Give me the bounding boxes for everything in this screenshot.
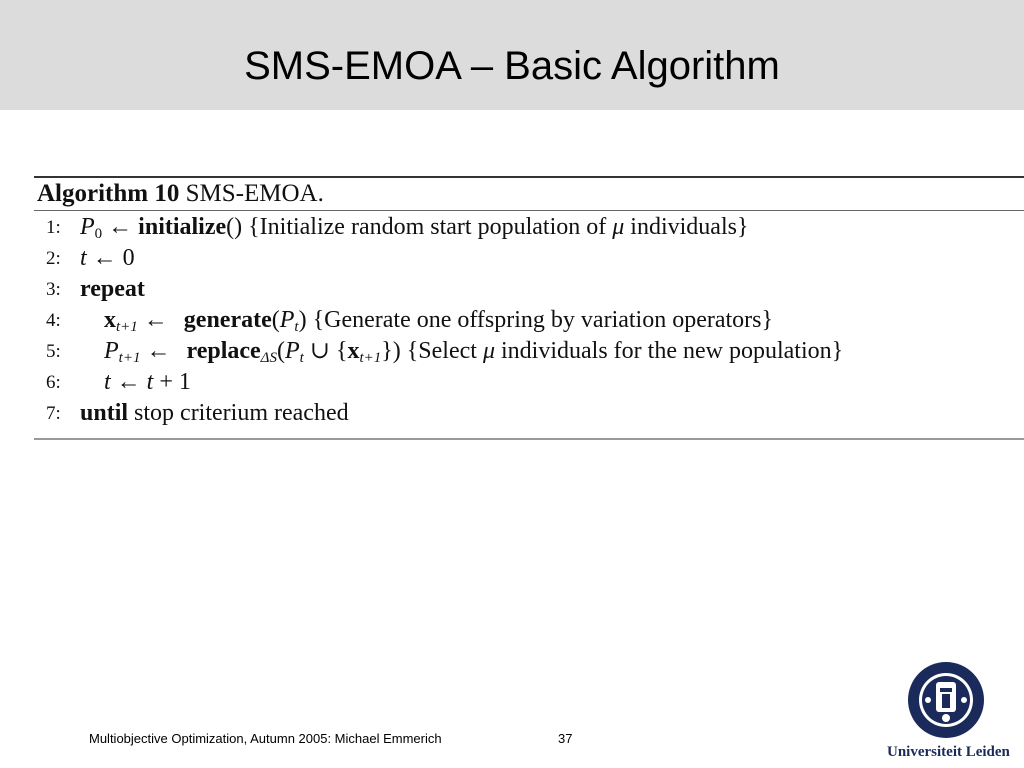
bottom-rule: [34, 438, 1024, 440]
line-code: [104, 305, 773, 336]
line-code: [80, 212, 748, 243]
assign-arrow: ←: [110, 369, 147, 395]
var-p: P: [104, 338, 119, 364]
subscript: t+1: [116, 319, 138, 335]
line-comment: individuals for the new population}: [495, 338, 844, 364]
university-seal-icon: [906, 660, 986, 740]
var-x: x: [104, 307, 116, 333]
line-code: [80, 398, 349, 429]
page-number: 37: [558, 731, 573, 746]
paren: (: [271, 307, 280, 333]
line-number: 4:: [46, 310, 61, 331]
assign-arrow: ←: [140, 338, 177, 364]
paren: ): [298, 307, 307, 333]
var-p: P: [80, 214, 95, 240]
line-text: individuals}: [624, 214, 749, 240]
line-text: () {Initialize random start population of: [226, 214, 613, 240]
line-number: 6:: [46, 372, 61, 393]
var-t: t: [146, 369, 154, 395]
line-text: stop criterium reached: [128, 400, 349, 426]
subscript: t: [294, 319, 299, 335]
line-number: 2:: [46, 248, 61, 269]
line-number: 3:: [46, 279, 61, 300]
var-t: t: [104, 369, 111, 395]
union-symbol: ∪ {: [303, 338, 348, 364]
assign-arrow: ←: [137, 307, 174, 333]
algorithm-label: Algorithm 10: [37, 180, 180, 207]
line-number: 7:: [46, 403, 61, 424]
line-comment: {Generate one offspring by variation operators}: [306, 307, 774, 333]
subscript: ΔS: [260, 350, 277, 366]
assign-arrow: ←: [102, 214, 139, 240]
keyword-generate: generate: [183, 307, 272, 333]
line-code: [80, 243, 135, 274]
var-p: P: [284, 338, 300, 364]
university-name: Universiteit Leiden: [887, 744, 1010, 760]
slide-title: SMS-EMOA – Basic Algorithm: [244, 44, 780, 88]
line-code: [104, 336, 843, 367]
algorithm-name: SMS-EMOA.: [185, 180, 324, 207]
mu-symbol: μ: [612, 214, 625, 240]
slide-footer: Multiobjective Optimization, Autumn 2005: Michael Emmerich: [89, 731, 442, 746]
subscript: t+1: [359, 350, 382, 366]
keyword-until: until: [80, 400, 129, 426]
line-comment: {Select: [400, 338, 483, 364]
mu-symbol: μ: [482, 338, 495, 364]
header-rule: [34, 210, 1024, 211]
line-number: 5:: [46, 341, 61, 362]
keyword-replace: replace: [186, 338, 261, 364]
keyword-repeat: repeat: [80, 276, 145, 302]
line-text: ← 0: [86, 245, 135, 271]
line-number: 1:: [46, 217, 61, 238]
subscript: 0: [94, 226, 103, 242]
subscript: t: [299, 350, 304, 366]
var-x: x: [347, 338, 360, 364]
line-text: + 1: [153, 369, 191, 395]
var-p: P: [279, 307, 295, 333]
line-code: [80, 274, 145, 305]
subscript: t+1: [118, 350, 141, 366]
line-code: [104, 367, 191, 398]
var-t: t: [80, 245, 87, 271]
paren: }): [381, 338, 401, 364]
algorithm-header: [37, 178, 324, 210]
keyword-initialize: initialize: [138, 214, 227, 240]
paren: (: [276, 338, 285, 364]
